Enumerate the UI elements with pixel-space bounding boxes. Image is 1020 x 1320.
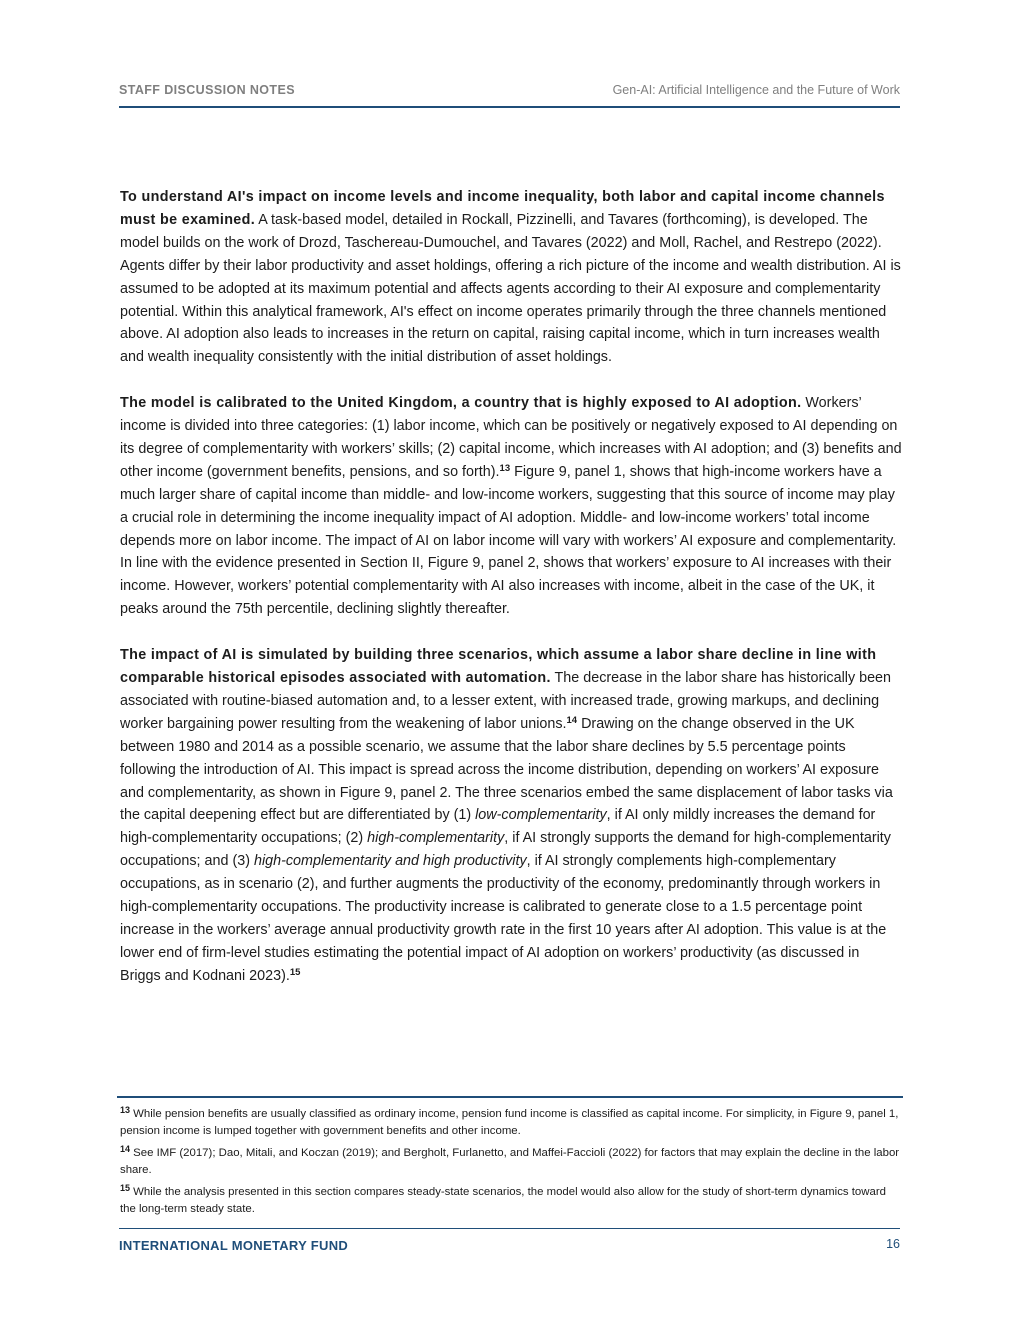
- footnote-divider: [117, 1096, 903, 1098]
- scenario-name: high-complementarity: [367, 830, 505, 847]
- footnote-ref-13[interactable]: 13: [499, 462, 511, 474]
- scenario-name: low-complementarity: [475, 807, 607, 824]
- paragraph-lead: The impact of AI is simulated by building three scenarios, which assume a labor share decline in line with comparable historical episodes associated with automation.: [120, 647, 877, 686]
- paragraph-text: Drawing on the change observed in the UK between 1980 and 2014 as a possible scenario, we assume that the labor share declines by 5.5 percentage points following the introduction of AI. This impact is spread across the income distribution, depending on workers’ AI exposure and complementarity, as shown in Figure 9, panel 2. The three scenarios embed the same displacement of labor tasks via the capital deepening effect but are differentiated by (1): [120, 715, 893, 824]
- paragraph-lead: The model is calibrated to the United Kingdom, a country that is highly exposed to AI adoption.: [120, 395, 802, 412]
- footnote-ref-14[interactable]: 14: [566, 714, 578, 726]
- main-body: [120, 186, 902, 1011]
- paragraph-text: The decrease in the labor share has historically been associated with routine-biased automation and, to a lesser extent, with increased trade, growing markups, and declining worker bargaining power resulting from the weakening of labor unions.: [120, 670, 892, 732]
- page-footer: [119, 1228, 900, 1253]
- paragraph-lead: To understand AI's impact on income levels and income inequality, both labor and capital income channels must be examined.: [120, 189, 885, 228]
- paragraph-text: , if AI strongly complements high-complementary occupations, as in scenario (2), and further augments the productivity of the economy, predominantly through workers in high-complementarity occupations. The productivity increase is calibrated to generate close to a 1.5 percentage point increase in the workers’ average annual productivity growth rate in the first 10 years after AI adoption. This value is at the lower end of firm-level studies estimating the potential impact of AI adoption on workers’ productivity (as discussed in Briggs and Kodnani 2023).: [120, 853, 887, 984]
- footnote-number: 13: [120, 1105, 131, 1115]
- footnote-13: [120, 1106, 902, 1141]
- footnote-number: 15: [120, 1182, 131, 1193]
- paragraph-text: , if AI only mildly increases the demand for high-complementarity occupations; (2): [120, 807, 876, 847]
- footnote-15: [120, 1184, 902, 1219]
- footnote-ref-15[interactable]: 15: [289, 966, 301, 978]
- paragraph-text: , if AI strongly supports the demand for high-complementarity occupations; and (3): [120, 830, 891, 870]
- footnote-text: See IMF (2017); Dao, Mitali, and Koczan (2019); and Bergholt, Furlanetto, and Maffei-Faccioli (2022) for factors that may explain the decline in the labor share.: [120, 1146, 900, 1177]
- document-title: Gen-AI: Artificial Intelligence and the Future of Work: [612, 83, 900, 97]
- page-number: 16: [886, 1237, 900, 1251]
- footnote-text: While the analysis presented in this section compares steady-state scenarios, the model would also allow for the study of short-term dynamics toward the long-term steady state.: [120, 1185, 886, 1216]
- paragraph-1: [120, 186, 902, 369]
- footnote-text: While pension benefits are usually classified as ordinary income, pension fund income is classified as capital income. For simplicity, in Figure 9, panel 1, pension income is lumped together with government benefits and other income.: [120, 1108, 899, 1138]
- paragraph-3: [120, 644, 902, 988]
- paragraph-text: Figure 9, panel 1, shows that high-income workers have a much larger share of capital income than middle- and low-income workers, suggesting that this source of income may play a crucial role in determining the income inequality impact of AI adoption. Middle- and low-income workers’ total income depends more on labor income. The impact of AI on labor income will vary with workers’ AI exposure and complementarity. In line with the evidence presented in Section II, Figure 9, panel 2, shows that workers’ exposure to AI increases with their income. However, workers’ potential complementarity with AI also increases with income, albeit in the case of the UK, it peaks around the 75th percentile, declining slightly thereafter.: [120, 463, 897, 618]
- footnote-14: [120, 1145, 902, 1180]
- paragraph-text: A task-based model, detailed in Rockall, Pizzinelli, and Tavares (forthcoming), is developed. The model builds on the work of Drozd, Taschereau-Dumouchel, and Tavares (2022) and Moll, Rachel, and Restrepo (2022). Agents differ by their labor productivity and asset holdings, offering a rich picture of the income and wealth distribution. AI is assumed to be adopted at its maximum potential and affects agents according to their AI exposure and complementarity potential. Within this analytical framework, AI's effect on income operates primarily through the three channels mentioned above. AI adoption also leads to increases in the return on capital, raising capital income, which in turn increases wealth and wealth inequality consistently with the initial distribution of asset holdings.: [120, 211, 901, 366]
- page-header: [119, 82, 900, 108]
- paragraph-text: Workers’ income is divided into three categories: (1) labor income, which can be positively or negatively exposed to AI depending on its degree of complementarity with workers’ skills; (2) capital income, which increases with AI adoption; and (3) benefits and other income (government benefits, pensions, and so forth).: [120, 395, 902, 480]
- series-title: STAFF DISCUSSION NOTES: [119, 83, 295, 97]
- footnote-number: 14: [120, 1143, 131, 1154]
- scenario-name: high-complementarity and high productivity: [253, 853, 527, 870]
- footnotes: [120, 1106, 902, 1222]
- organization-name: INTERNATIONAL MONETARY FUND: [119, 1238, 349, 1253]
- paragraph-2: [120, 392, 902, 621]
